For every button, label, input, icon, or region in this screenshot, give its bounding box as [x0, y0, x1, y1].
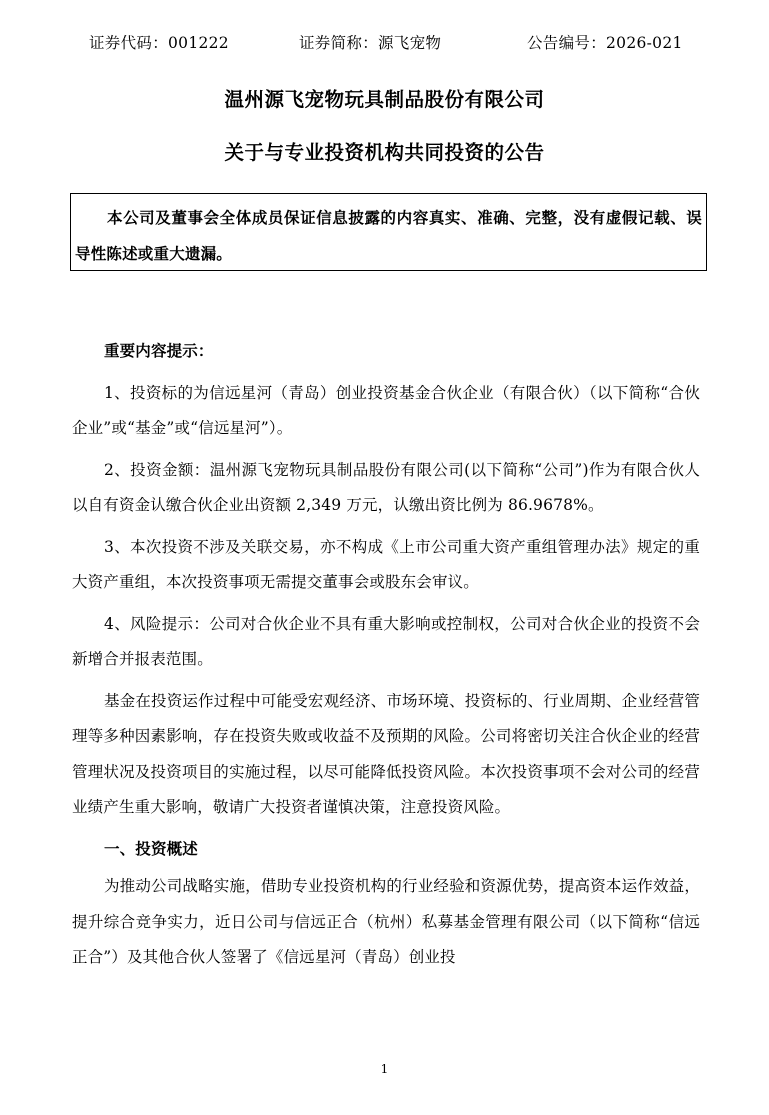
page-number: 1: [380, 1062, 389, 1076]
section-heading: 一、投资概述: [104, 839, 198, 858]
stock-code: 证券代码：001222: [89, 34, 229, 52]
highlight-paragraph: 1、投资标的为信远星河（青岛）创业投资基金合伙企业（有限合伙）（以下简称“合伙企业”或“基金”或“信远星河”）。: [72, 383, 700, 437]
announcement-number: 公告编号：2026-021: [527, 34, 683, 52]
highlight-paragraph: 2、投资金额：温州源飞宠物玩具制品股份有限公司(以下简称“公司”)作为有限合伙人以自有资金认缴合伙企业出资额 2,349 万元，认缴出资比例为 86.9678%。: [72, 460, 700, 514]
page-header: [0, 31, 769, 53]
section-paragraph: 为推动公司战略实施，借助专业投资机构的行业经验和资源优势，提高资本运作效益，提升综合竞争实力，近日公司与信远正合（杭州）私募基金管理有限公司（以下简称“信远正合”）及其他合伙人签署了《信远星河（青岛）创业投: [72, 877, 700, 966]
highlights-heading: 重要内容提示：: [104, 342, 214, 360]
company-title: 温州源飞宠物玩具制品股份有限公司: [224, 88, 545, 111]
highlight-paragraph: 4、风险提示：公司对合伙企业不具有重大影响或控制权，公司对合伙企业的投资不会新增合并报表范围。: [72, 614, 700, 668]
document-body: [72, 334, 700, 976]
risk-paragraph: 基金在投资运作过程中可能受宏观经济、市场环境、投资标的、行业周期、企业经营管理等多种因素影响，存在投资失败或收益不及预期的风险。公司将密切关注合伙企业的经营管理状况及投资项目的实施过程，以尽可能降低投资风险。本次投资事项不会对公司的经营业绩产生重大影响，敬请广大投资者谨慎决策，注意投资风险。: [72, 691, 700, 816]
board-notice-box: 本公司及董事会全体成员保证信息披露的内容真实、准确、完整，没有虚假记载、误导性陈述或重大遗漏。: [70, 193, 707, 271]
highlight-paragraph: 3、本次投资不涉及关联交易，亦不构成《上市公司重大资产重组管理办法》规定的重大资产重组，本次投资事项无需提交董事会或股东会审议。: [72, 537, 700, 591]
stock-abbreviation: 证券简称：源飞宠物: [299, 34, 442, 52]
announcement-title: 关于与专业投资机构共同投资的公告: [224, 141, 545, 164]
